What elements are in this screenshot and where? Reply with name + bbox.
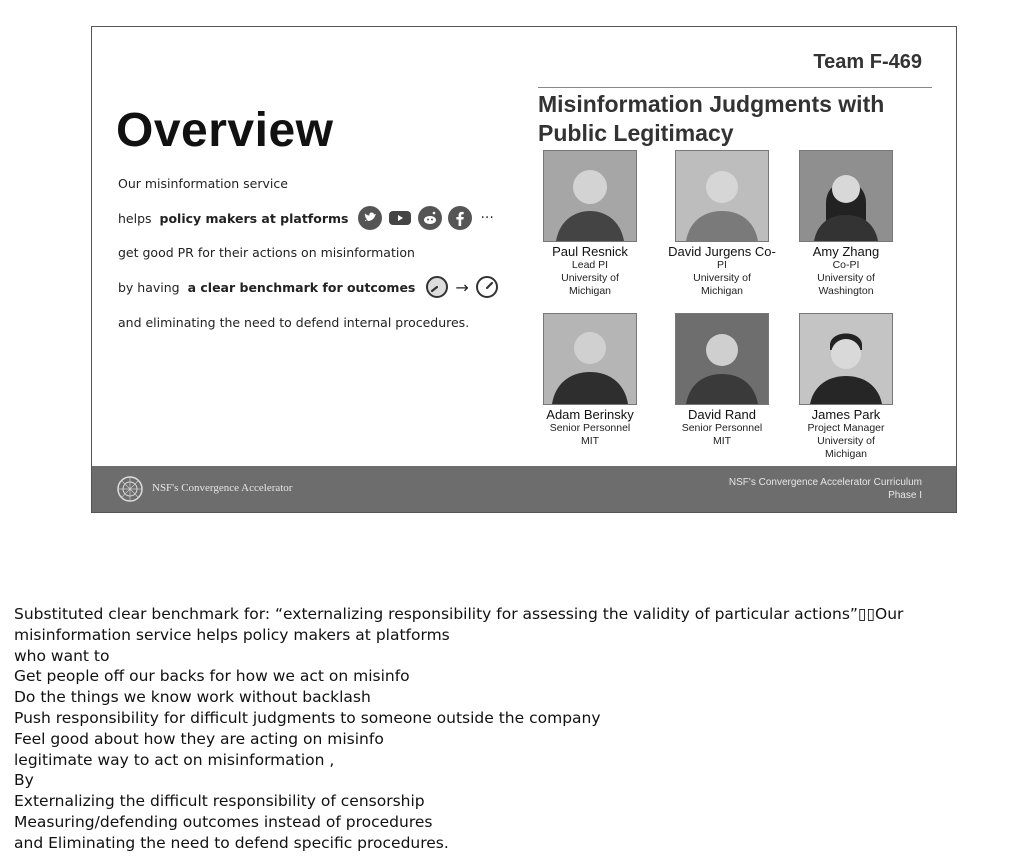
person-role: PI — [717, 259, 727, 271]
body-text: get good PR for their actions on misinformation — [118, 245, 415, 260]
person-name: Amy Zhang — [812, 244, 880, 259]
person-card — [782, 313, 910, 461]
note-line: misinformation service helps policy makers at platforms — [14, 625, 450, 644]
note-line: Externalizing the difficult responsibility of censorship — [14, 792, 425, 811]
person-affiliation: University of — [817, 435, 875, 447]
person-name: Adam Berinsky — [546, 407, 634, 422]
note-line: legitimate way to act on misinformation , — [14, 750, 335, 769]
note-line: and Eliminating the need to defend specific procedures. — [14, 833, 449, 852]
slide-title: Overview — [116, 104, 334, 157]
note-line: Feel good about how they are acting on misinfo — [14, 729, 384, 748]
note-line: Get people off our backs for how we act on misinfo — [14, 667, 410, 686]
note-line: who want to — [14, 646, 110, 665]
body-text: Our misinformation service — [118, 176, 288, 191]
person-affiliation: MIT — [712, 435, 732, 447]
person-affiliation: Michigan — [700, 285, 744, 297]
person-affiliation: Washington — [818, 285, 874, 297]
person-role: Project Manager — [807, 422, 885, 434]
person-photo — [543, 313, 637, 405]
person-affiliation: Michigan — [568, 285, 612, 297]
person-affiliation: Michigan — [824, 448, 868, 460]
person-name: David Rand — [688, 407, 756, 422]
footer-right-text — [729, 476, 922, 502]
body-line-1 — [118, 176, 288, 191]
person-affiliation: MIT — [580, 435, 600, 447]
note-line: Do the things we know work without backlash — [14, 688, 371, 707]
person-role: Senior Personnel — [549, 422, 631, 434]
team-label: Team F-469 — [813, 51, 922, 73]
note-line: Measuring/defending outcomes instead of procedures — [14, 812, 433, 831]
body-text: by having — [118, 279, 184, 295]
body-line-2 — [118, 206, 494, 230]
slide — [91, 26, 957, 513]
person-name: David Jurgens Co- — [668, 244, 776, 259]
twitter-icon — [358, 206, 382, 230]
gauge-low-icon — [425, 275, 449, 299]
body-text: helps — [118, 210, 156, 226]
person-photo — [799, 150, 893, 242]
person-role: Lead PI — [571, 259, 609, 271]
arrow-right-icon: → — [455, 277, 469, 297]
body-bold-text: policy makers at platforms — [159, 210, 349, 226]
note-line: Substituted clear benchmark for: “externalizing responsibility for assessing the validity of particular actions”▯▯Our — [14, 605, 904, 623]
project-title: Misinformation Judgments with Public Legitimacy — [538, 91, 885, 146]
person-name: Paul Resnick — [552, 244, 628, 259]
footer-left-text: NSF's Convergence Accelerator — [152, 482, 293, 494]
platform-icons — [358, 206, 493, 230]
person-card — [782, 150, 910, 298]
speaker-notes — [14, 604, 1009, 854]
person-card — [658, 313, 786, 448]
youtube-icon — [388, 206, 412, 230]
nsf-seal-icon — [116, 475, 144, 503]
facebook-icon — [448, 206, 472, 230]
team-members — [538, 150, 938, 470]
person-photo — [543, 150, 637, 242]
person-role: Senior Personnel — [681, 422, 763, 434]
body-line-5 — [118, 315, 469, 330]
slide-footer — [92, 466, 956, 512]
header-divider — [538, 87, 932, 88]
note-line: Push responsibility for difficult judgments to someone outside the company — [14, 708, 601, 727]
person-photo — [799, 313, 893, 405]
body-line-4 — [118, 275, 499, 299]
person-affiliation: University of — [817, 272, 875, 284]
footer-curriculum: NSF's Convergence Accelerator Curriculum — [728, 477, 922, 488]
person-photo — [675, 150, 769, 242]
person-affiliation: University of — [561, 272, 619, 284]
person-card — [526, 150, 654, 298]
body-line-3 — [118, 245, 415, 260]
body-bold-text: a clear benchmark for outcomes — [187, 279, 416, 295]
footer-phase: Phase I — [888, 490, 922, 501]
person-affiliation: University of — [693, 272, 751, 284]
body-text: and eliminating the need to defend internal procedures. — [118, 315, 470, 330]
person-photo — [675, 313, 769, 405]
person-card — [658, 150, 786, 298]
more-platforms: ··· — [480, 210, 494, 226]
reddit-icon — [418, 206, 442, 230]
gauge-high-icon — [475, 275, 499, 299]
person-role: Co-PI — [832, 259, 860, 271]
person-card — [526, 313, 654, 448]
note-line: By — [14, 771, 34, 790]
person-name: James Park — [811, 407, 881, 422]
